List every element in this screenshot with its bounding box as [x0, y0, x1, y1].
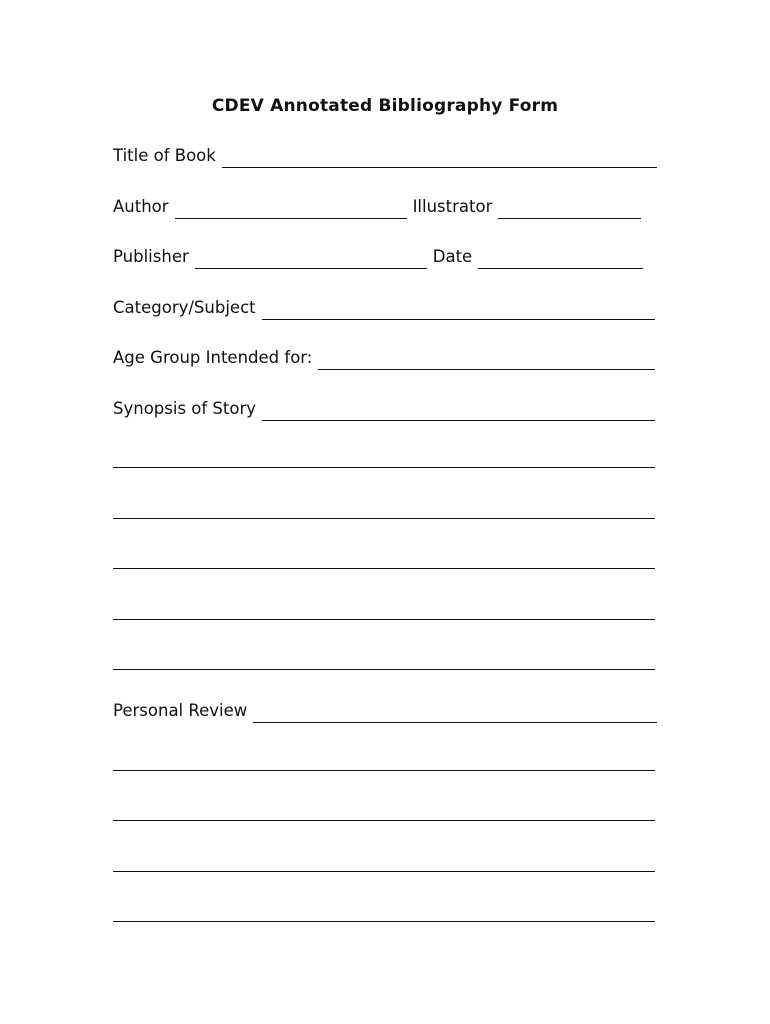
title-of-book-field[interactable] [222, 145, 657, 168]
form-title: CDEV Annotated Bibliography Form [211, 96, 559, 116]
synopsis-line-1[interactable] [113, 467, 655, 468]
category-subject-row [113, 296, 655, 320]
illustrator-label: Illustrator [412, 197, 493, 216]
age-group-row [113, 346, 655, 370]
title-of-book-row [113, 144, 657, 168]
author-field[interactable] [175, 196, 407, 219]
synopsis-line-5[interactable] [113, 669, 655, 670]
author-label: Author [113, 197, 169, 216]
age-group-label: Age Group Intended for: [113, 348, 313, 367]
personal-review-row [113, 699, 657, 723]
illustrator-field[interactable] [498, 196, 641, 219]
synopsis-line-3[interactable] [113, 568, 655, 569]
age-group-field[interactable] [318, 347, 655, 370]
synopsis-line-4[interactable] [113, 619, 655, 620]
date-field[interactable] [478, 246, 643, 269]
review-line-2[interactable] [113, 820, 655, 821]
author-illustrator-row [113, 195, 641, 219]
title-of-book-label: Title of Book [113, 146, 216, 165]
publisher-label: Publisher [113, 247, 189, 266]
review-line-3[interactable] [113, 871, 655, 872]
publisher-field[interactable] [195, 246, 427, 269]
publisher-date-row [113, 245, 643, 269]
review-line-4[interactable] [113, 921, 655, 922]
category-subject-field[interactable] [262, 297, 655, 320]
personal-review-label: Personal Review [113, 701, 248, 720]
synopsis-row [113, 397, 655, 421]
review-line-1[interactable] [113, 770, 655, 771]
category-subject-label: Category/Subject [113, 298, 256, 317]
date-label: Date [432, 247, 473, 266]
personal-review-field[interactable] [253, 700, 657, 723]
synopsis-field[interactable] [262, 398, 655, 421]
synopsis-line-2[interactable] [113, 518, 655, 519]
synopsis-label: Synopsis of Story [113, 399, 257, 418]
